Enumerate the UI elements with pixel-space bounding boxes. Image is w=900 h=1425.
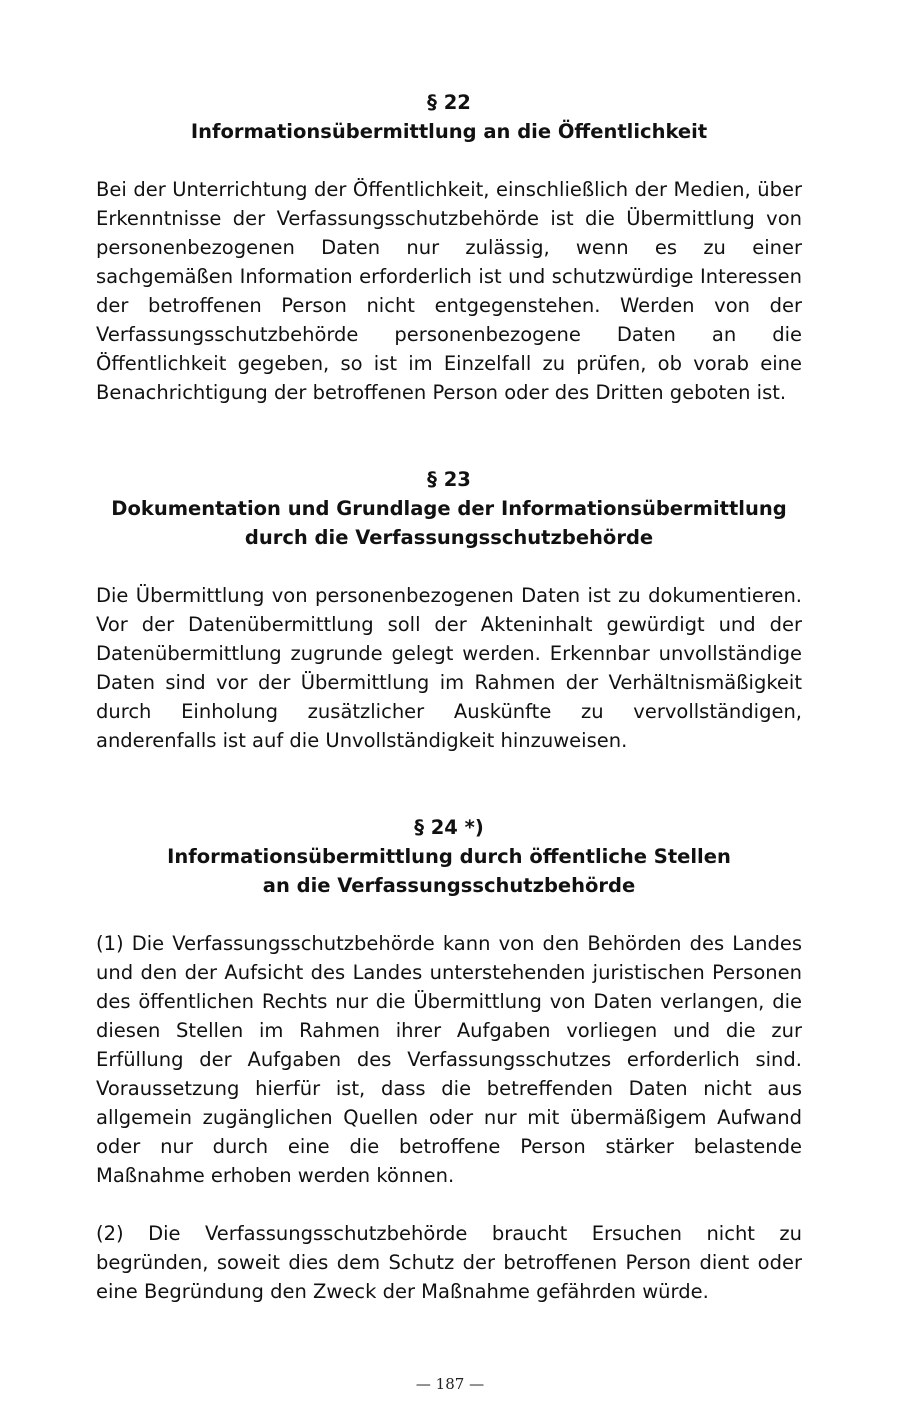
section-title: Informationsübermittlung durch öffentliche Stellen xyxy=(167,845,731,868)
section-number: § 24 *) xyxy=(414,816,484,839)
section-paragraph: Die Übermittlung von personenbezogenen Daten ist zu dokumentieren. Vor der Datenübermittlung soll der Akteninhalt gewürdigt und der Datenübermittlung zugrunde gelegt werden. Erkennbar unvollständige Daten sind vor der Übermittlung im Rahmen der Verhältnismäßigkeit durch Einholung zusätzlicher Auskünfte zu vervollständigen, anderenfalls ist auf die Unvollständigkeit hinzuweisen. xyxy=(96,584,802,752)
section-number: § 23 xyxy=(427,468,471,491)
page-number: — 187 — xyxy=(415,1375,485,1393)
section-paragraph: (2) Die Verfassungsschutzbehörde braucht Ersuchen nicht zu begründen, soweit dies dem Schutz der betroffenen Person dient oder eine Begründung den Zweck der Maßnahme gefährden würde. xyxy=(96,1222,802,1303)
section-title: durch die Verfassungsschutzbehörde xyxy=(244,526,654,549)
section-22 xyxy=(96,88,802,407)
section-title: an die Verfassungsschutzbehörde xyxy=(262,874,636,897)
section-number: § 22 xyxy=(427,91,471,114)
section-24 xyxy=(96,813,802,1306)
section-title: Dokumentation und Grundlage der Informationsübermittlung xyxy=(111,497,787,520)
section-paragraph: Bei der Unterrichtung der Öffentlichkeit, einschließlich der Medien, über Erkenntnisse der Verfassungsschutzbehörde ist die Übermittlung von personenbezogenen Daten nur zulässig, wenn es zu einer sachgemäßen Information erforderlich ist und schutzwürdige Interessen der betroffenen Person nicht entgegenstehen. Werden von der Verfassungsschutzbehörde personenbezogene Daten an die Öffentlichkeit gegeben, so ist im Einzelfall zu prüfen, ob vorab eine Benachrichtigung der betroffenen Person oder des Dritten geboten ist. xyxy=(96,178,802,404)
document-page xyxy=(96,88,802,1306)
section-23 xyxy=(96,465,802,755)
section-title: Informationsübermittlung an die Öffentlichkeit xyxy=(190,120,708,143)
section-paragraph: (1) Die Verfassungsschutzbehörde kann von den Behörden des Landes und den der Aufsicht des Landes unterstehenden juristischen Personen des öffentlichen Rechts nur die Übermittlung von Daten verlangen, die diesen Stellen im Rahmen ihrer Aufgaben vorliegen und die zur Erfüllung der Aufgaben des Verfassungsschutzes erforderlich sind. Voraussetzung hierfür ist, dass die betreffenden Daten nicht aus allgemein zugänglichen Quellen oder nur mit übermäßigem Aufwand oder nur durch eine die betroffene Person stärker belastende Maßnahme erhoben werden können. xyxy=(96,932,802,1187)
